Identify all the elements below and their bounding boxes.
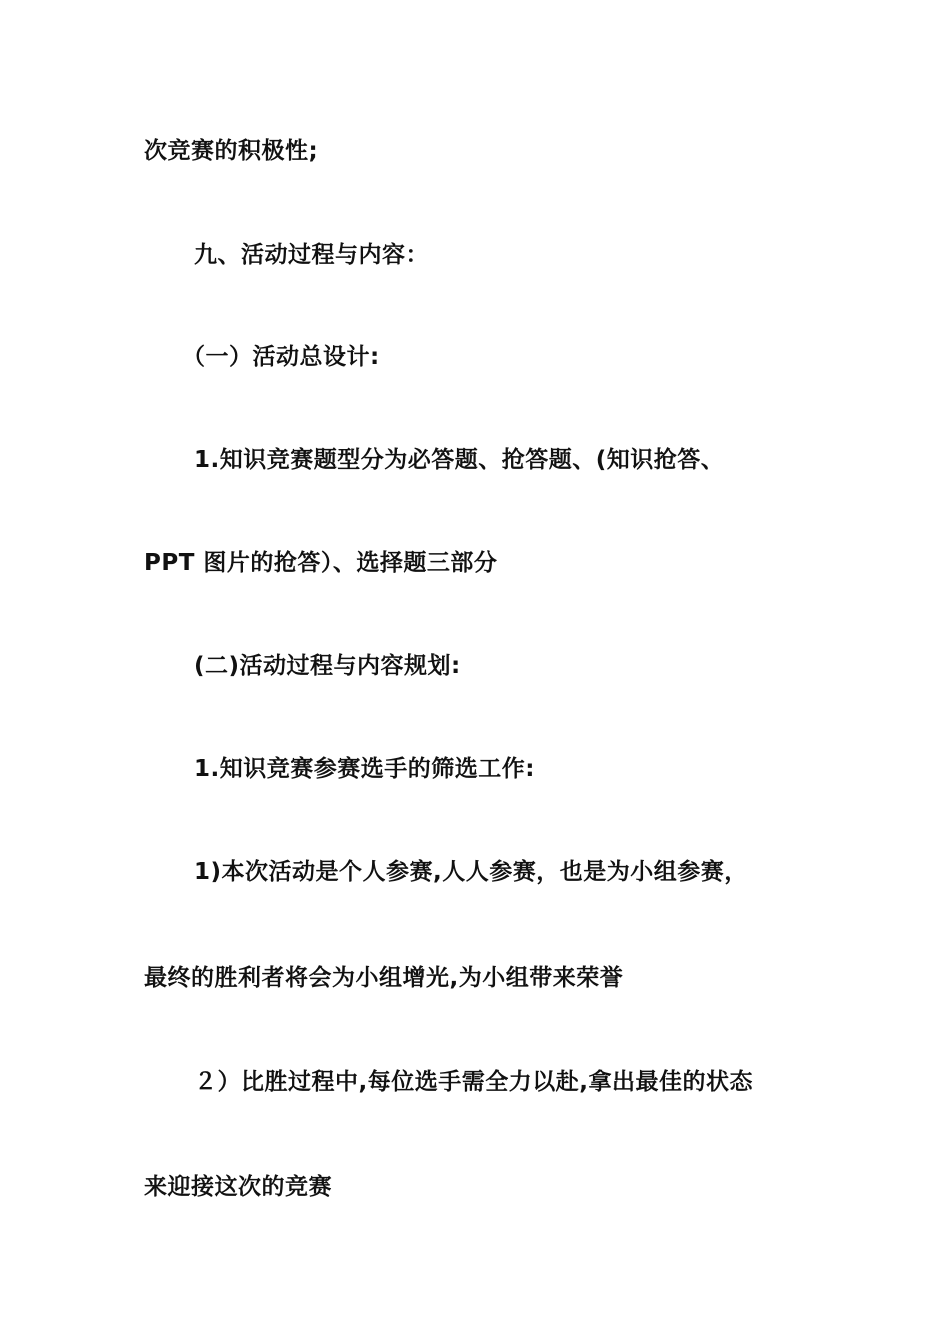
paragraph-point-2-line-2: 来迎接这次的竞赛 bbox=[144, 1174, 332, 1200]
paragraph-item-1-line-1: 1.知识竞赛题型分为必答题、抢答题、(知识抢答、 bbox=[194, 447, 725, 473]
text-line-continuation: 次竞赛的积极性; bbox=[144, 138, 319, 164]
paragraph-point-2-line-1: ２）比胜过程中,每位选手需全力以赴,拿出最佳的状态 bbox=[194, 1069, 753, 1095]
paragraph-item-screening: 1.知识竞赛参赛选手的筛选工作: bbox=[194, 756, 535, 782]
section-heading-9: 九、活动过程与内容： bbox=[194, 242, 429, 268]
paragraph-point-1-line-2: 最终的胜利者将会为小组增光,为小组带来荣誉 bbox=[144, 965, 624, 991]
paragraph-item-1-line-2: PPT 图片的抢答）、选择题三部分 bbox=[144, 550, 498, 576]
paragraph-point-1-line-1: 1)本次活动是个人参赛,人人参赛，也是为小组参赛， bbox=[194, 859, 748, 885]
subsection-heading-2: (二)活动过程与内容规划: bbox=[194, 653, 461, 679]
subsection-heading-1: （一）活动总设计: bbox=[182, 344, 380, 370]
